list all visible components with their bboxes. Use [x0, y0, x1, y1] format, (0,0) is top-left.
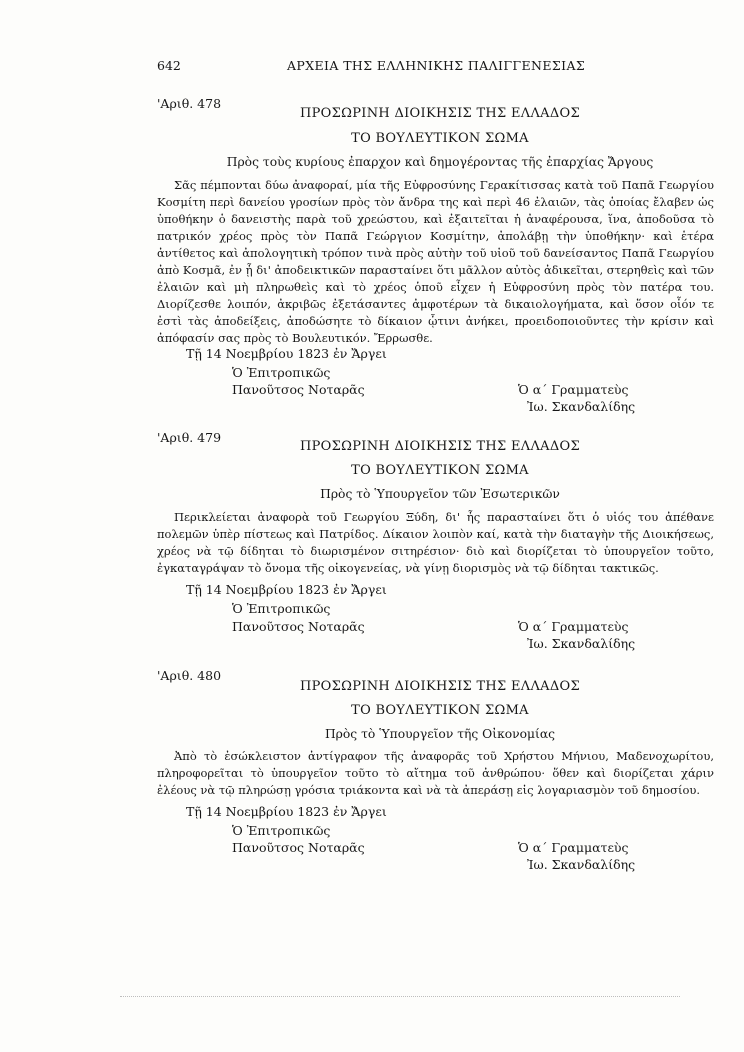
signature-right-name: Ἰω. Σκανδαλίδης	[527, 636, 636, 651]
addressee: Πρὸς τοὺς κυρίους ἐπαρχον καὶ δημογέροντας τῆς ἐπαρχίας Ἄργους	[226, 155, 654, 169]
signature-left-title: Ὁ Ἐπιτροπικῶς	[232, 365, 331, 380]
signature-left-name: Πανοῦτσος Νοταρᾶς	[232, 382, 365, 397]
signature-right-title: Ὁ α΄ Γραμματεὺς	[518, 382, 629, 397]
document-body: Σᾶς πέμπονται δύω ἀναφοραί, μία τῆς Εὐφροσύνης Γερακίτισσας κατὰ τοῦ Παπᾶ Γεωργίου Κοσμίτη περὶ δανείου γροσίων πρὸς τὸν ἄνδρα της καὶ περὶ 46 ἐλαιῶν, τὰς ὁποίας ἔλαβεν ὡς ὑποθήκην ὁ δανειστὴς παρὰ τοῦ χρεώστου, καὶ ἐξαιτεῖται ἡ ἀναφέρουσα, ἵνα, ἀποδοῦσα τὸ πατρικόν χρέος πρὸς τὸν Παπᾶ Γεώργιον Κοσμίτην, ἀπολάβῃ τὴν ὑποθήκην· καὶ ἑτέρα ἀντίθετος καὶ ἀπολογητικὴ τρόπον τινὰ πρὸς αὐτὴν τοῦ υἱοῦ τοῦ δανείσαντος Παπᾶ Γεωργίου ἀπὸ Κοσμᾶ, ἐν ᾗ δι' ἀποδεικτικῶν παρασταίνει ὅτι μᾶλλον αὐτὸς ἀδικεῖται, στερηθεὶς καὶ τῶν ἐλαιῶν καὶ μὴ πληρωθεὶς καὶ τὸ χρέος ὁποῦ εἶχεν ἡ Εὐφροσύνη πρὸς τὸν πατέρα του. Διορίζεσθε λοιπόν, ἀκριβῶς ἐξετάσαντες ἀμφοτέρων τὰ δικαιολογήματα, καὶ ὅσον οἷόν τε ἐστὶ τὰς ἀποδείξεις, ἀποδώσητε τὸ δίκαιον ᾧτινι ἀνήκει, προειδοποιοῦντες τὴν κρίσιν καὶ ἀπόφασίν σας πρὸς τὸ Βουλευτικόν. Ἔρρωσθε.	[157, 178, 714, 345]
signature-left-title: Ὁ Ἐπιτροπικῶς	[232, 601, 331, 616]
document-title: ΠΡΟΣΩΡΙΝΗ ΔΙΟΙΚΗΣΙΣ ΤΗΣ ΕΛΛΑΔΟΣ	[300, 439, 580, 454]
document-subtitle: ΤΟ ΒΟΥΛΕΥΤΙΚΟΝ ΣΩΜΑ	[351, 463, 529, 478]
addressee: Πρὸς τὸ Ὑπουργεῖον τῶν Ἐσωτερικῶν	[320, 487, 560, 501]
signature-right-title: Ὁ α΄ Γραμματεὺς	[518, 840, 629, 855]
document-body: Περικλείεται ἀναφορὰ τοῦ Γεωργίου Ξύδη, δι' ἧς παρασταίνει ὅτι ὁ υἱός του ἀπέθανε πολεμῶν ὑπὲρ πίστεως καὶ Πατρίδος. Δίκαιον λοιπὸν καί, κατὰ τὴν διαταγὴν τῆς Διοικήσεως, χρέος νὰ τῷ δίδηται τὸ διωρισμένον σιτηρέσιον· διὸ καὶ διορίζεται τὸ ὑπουργεῖον τοῦτο, ἐγκαταγράψαν τὸ ὄνομα τῆς οἰκογενείας, νὰ γίνῃ διορισμὸς νὰ τῷ δίδηται τακτικῶς.	[157, 510, 714, 575]
document-date: Τῇ 14 Νοεμβρίου 1823 ἐν Ἄργει	[186, 346, 387, 361]
document-subtitle: ΤΟ ΒΟΥΛΕΥΤΙΚΟΝ ΣΩΜΑ	[351, 703, 529, 718]
signature-left-name: Πανοῦτσος Νοταρᾶς	[232, 619, 365, 634]
document-number: 'Αριθ. 478	[157, 96, 222, 111]
signature-left-name: Πανοῦτσος Νοταρᾶς	[232, 840, 365, 855]
document-date: Τῇ 14 Νοεμβρίου 1823 ἐν Ἄργει	[186, 582, 387, 597]
signature-right-name: Ἰω. Σκανδαλίδης	[527, 399, 636, 414]
signature-left-title: Ὁ Ἐπιτροπικῶς	[232, 823, 331, 838]
document-body: Ἀπὸ τὸ ἐσώκλειστον ἀντίγραφον τῆς ἀναφορᾶς τοῦ Χρήστου Μήνιου, Μαδενοχωρίτου, πληροφορεῖται τὸ ὑπουργεῖον τοῦτο τὸ αἴτημα τοῦ ἀνθρώπου· ὅθεν καὶ διορίζεται χάριν ἐλέους νὰ τῷ πληρώσῃ γρόσια τριάκοντα καὶ νὰ τὰ ἀπεράσῃ εἰς λογαριασμὸν τοῦ δημοσίου.	[157, 749, 714, 797]
addressee: Πρὸς τὸ Ὑπουργεῖον τῆς Οἰκονομίας	[324, 727, 556, 741]
running-title: ΑΡΧΕΙΑ ΤΗΣ ΕΛΛΗΝΙΚΗΣ ΠΑΛΙΓΓΕΝΕΣΙΑΣ	[287, 58, 586, 73]
document-number: 'Αριθ. 480	[157, 668, 222, 683]
document-date: Τῇ 14 Νοεμβρίου 1823 ἐν Ἄργει	[186, 804, 387, 819]
document-title: ΠΡΟΣΩΡΙΝΗ ΔΙΟΙΚΗΣΙΣ ΤΗΣ ΕΛΛΑΔΟΣ	[300, 106, 580, 121]
document-number: 'Αριθ. 479	[157, 430, 222, 445]
document-subtitle: ΤΟ ΒΟΥΛΕΥΤΙΚΟΝ ΣΩΜΑ	[351, 131, 529, 146]
scan-artifact-divider	[120, 996, 680, 997]
signature-right-name: Ἰω. Σκανδαλίδης	[527, 857, 636, 872]
signature-right-title: Ὁ α΄ Γραμματεὺς	[518, 619, 629, 634]
document-title: ΠΡΟΣΩΡΙΝΗ ΔΙΟΙΚΗΣΙΣ ΤΗΣ ΕΛΛΑΔΟΣ	[300, 679, 580, 694]
page-number: 642	[157, 58, 181, 73]
